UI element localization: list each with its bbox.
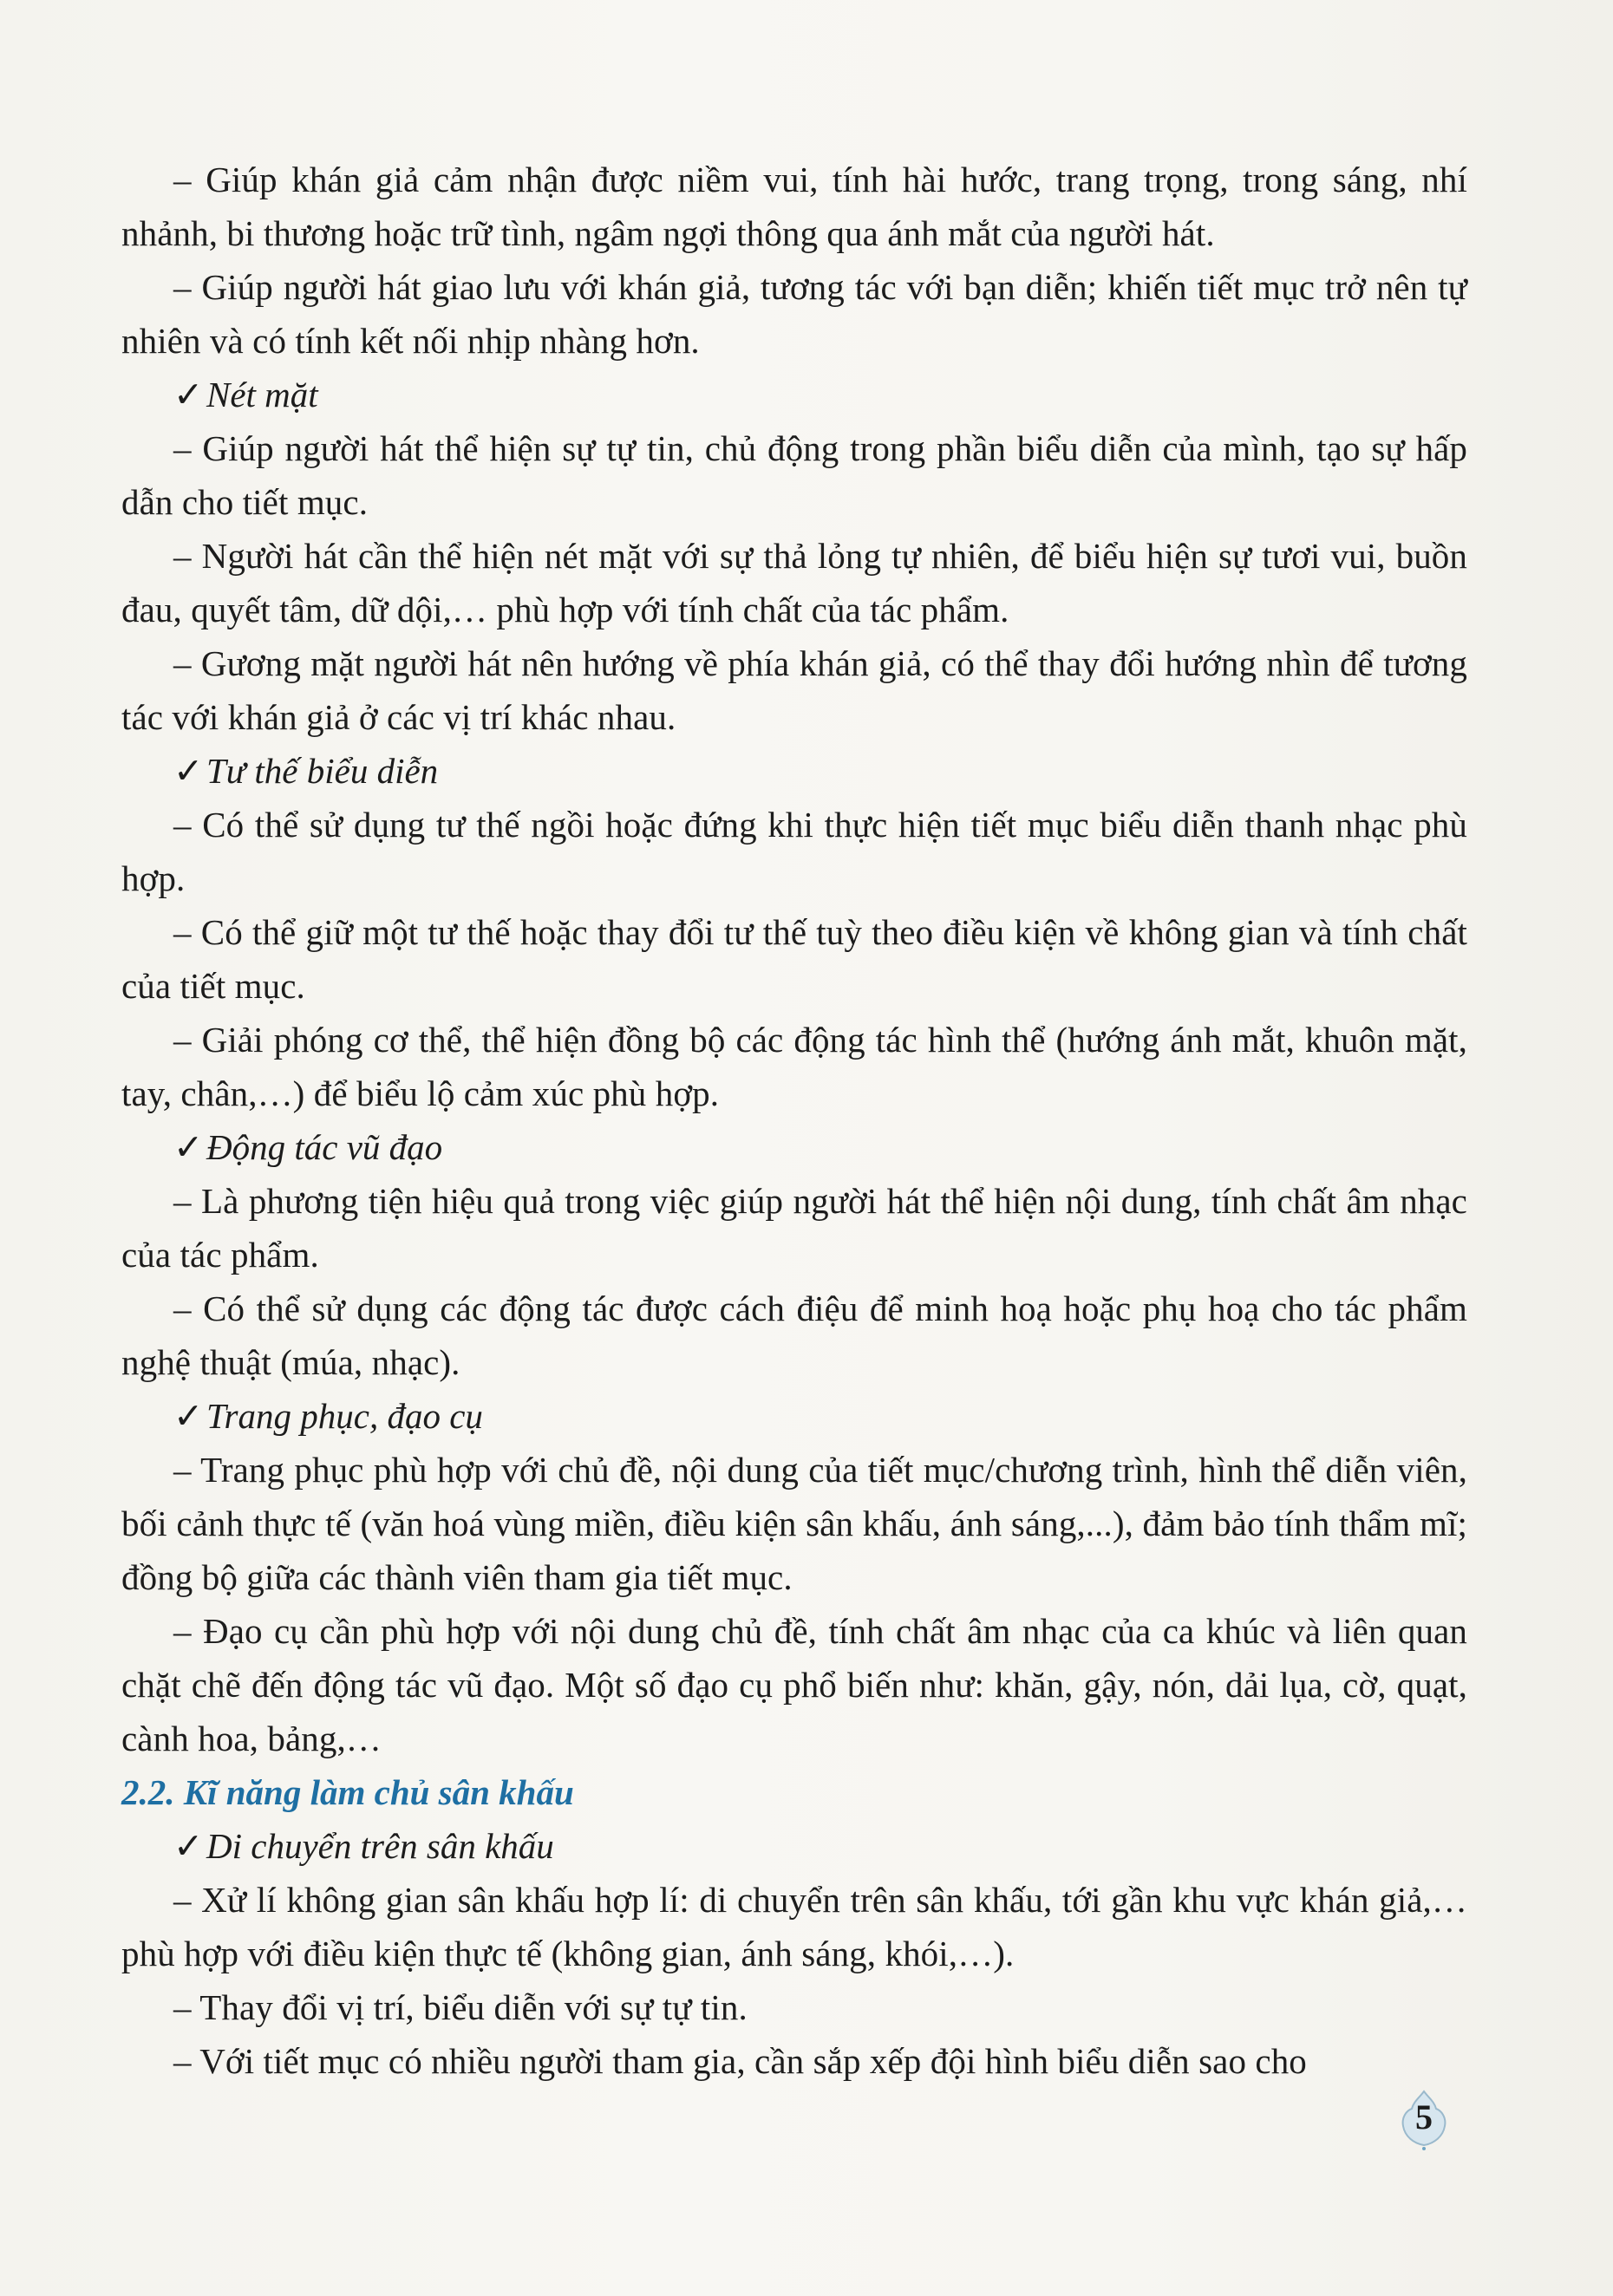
paragraph: – Người hát cần thể hiện nét mặt với sự thả lỏng tự nhiên, để biểu hiện sự tươi vui, buồn đau, quyết tâm, dữ dội,… phù hợp với tính chất của tác phẩm. bbox=[121, 536, 1467, 629]
subheading-label: Trang phục, đạo cụ bbox=[206, 1396, 483, 1436]
paragraph: – Có thể giữ một tư thế hoặc thay đổi tư thế tuỳ theo điều kiện về không gian và tính chất của tiết mục. bbox=[121, 912, 1467, 1006]
paragraph: – Có thể sử dụng tư thế ngồi hoặc đứng khi thực hiện tiết mục biểu diễn thanh nhạc phù hợp. bbox=[121, 805, 1467, 898]
section-heading: 2.2. Kĩ năng làm chủ sân khấu bbox=[121, 1772, 574, 1812]
paragraph: – Với tiết mục có nhiều người tham gia, cần sắp xếp đội hình biểu diễn sao cho bbox=[173, 2041, 1307, 2081]
check-icon: ✓ bbox=[173, 375, 204, 414]
page-number-badge bbox=[1393, 2088, 1455, 2150]
paragraph: – Trang phục phù hợp với chủ đề, nội dung của tiết mục/chương trình, hình thể diễn viên, bối cảnh thực tế (văn hoá vùng miền, điều kiện sân khấu, ánh sáng,...), đảm bảo tính thẩm mĩ; đồng bộ giữa các thành viên tham gia tiết mục. bbox=[121, 1450, 1467, 1597]
subheading-tu-the bbox=[121, 744, 1467, 798]
paragraph: – Giúp người hát thể hiện sự tự tin, chủ động trong phần biểu diễn của mình, tạo sự hấp dẫn cho tiết mục. bbox=[121, 428, 1467, 522]
page-number: 5 bbox=[1415, 2097, 1433, 2136]
paragraph: – Xử lí không gian sân khấu hợp lí: di chuyển trên sân khấu, tới gần khu vực khán giả,… phù hợp với điều kiện thực tế (không gian, ánh sáng, khói,…). bbox=[121, 1880, 1467, 1973]
paragraph: – Đạo cụ cần phù hợp với nội dung chủ đề, tính chất âm nhạc của ca khúc và liên quan chặt chẽ đến động tác vũ đạo. Một số đạo cụ phổ biến như: khăn, gậy, nón, dải lụa, cờ, quạt, cành hoa, bảng,… bbox=[121, 1611, 1467, 1758]
check-icon: ✓ bbox=[173, 1396, 204, 1436]
paragraph: – Có thể sử dụng các động tác được cách điệu để minh hoạ hoặc phụ hoạ cho tác phẩm nghệ thuật (múa, nhạc). bbox=[121, 1288, 1467, 1382]
subheading-label: Tư thế biểu diễn bbox=[206, 751, 439, 791]
subheading-di-chuyen bbox=[121, 1819, 1467, 1873]
paragraph: – Giúp người hát giao lưu với khán giả, tương tác với bạn diễn; khiến tiết mục trở nên tự nhiên và có tính kết nối nhịp nhàng hơn. bbox=[121, 267, 1467, 361]
paragraph: – Là phương tiện hiệu quả trong việc giúp người hát thể hiện nội dung, tính chất âm nhạc của tác phẩm. bbox=[121, 1181, 1467, 1275]
subheading-trang-phuc bbox=[121, 1389, 1467, 1443]
text-body bbox=[121, 153, 1467, 2088]
paragraph: – Gương mặt người hát nên hướng về phía khán giả, có thể thay đổi hướng nhìn để tương tác với khán giả ở các vị trí khác nhau. bbox=[121, 643, 1467, 737]
subheading-label: Di chuyển trên sân khấu bbox=[206, 1826, 554, 1866]
check-icon: ✓ bbox=[173, 1127, 204, 1167]
check-icon: ✓ bbox=[173, 1826, 204, 1866]
subheading-net-mat bbox=[121, 368, 1467, 421]
check-icon: ✓ bbox=[173, 751, 204, 791]
subheading-label: Nét mặt bbox=[206, 375, 318, 414]
paragraph: – Giải phóng cơ thể, thể hiện đồng bộ các động tác hình thể (hướng ánh mắt, khuôn mặt, tay, chân,…) để biểu lộ cảm xúc phù hợp. bbox=[121, 1020, 1467, 1113]
paragraph: – Thay đổi vị trí, biểu diễn với sự tự tin. bbox=[173, 1987, 748, 2027]
paragraph: – Giúp khán giả cảm nhận được niềm vui, tính hài hước, trang trọng, trong sáng, nhí nhảnh, bi thương hoặc trữ tình, ngâm ngợi thông qua ánh mắt của người hát. bbox=[121, 160, 1467, 253]
subheading-vu-dao bbox=[121, 1120, 1467, 1174]
subheading-label: Động tác vũ đạo bbox=[206, 1127, 443, 1167]
